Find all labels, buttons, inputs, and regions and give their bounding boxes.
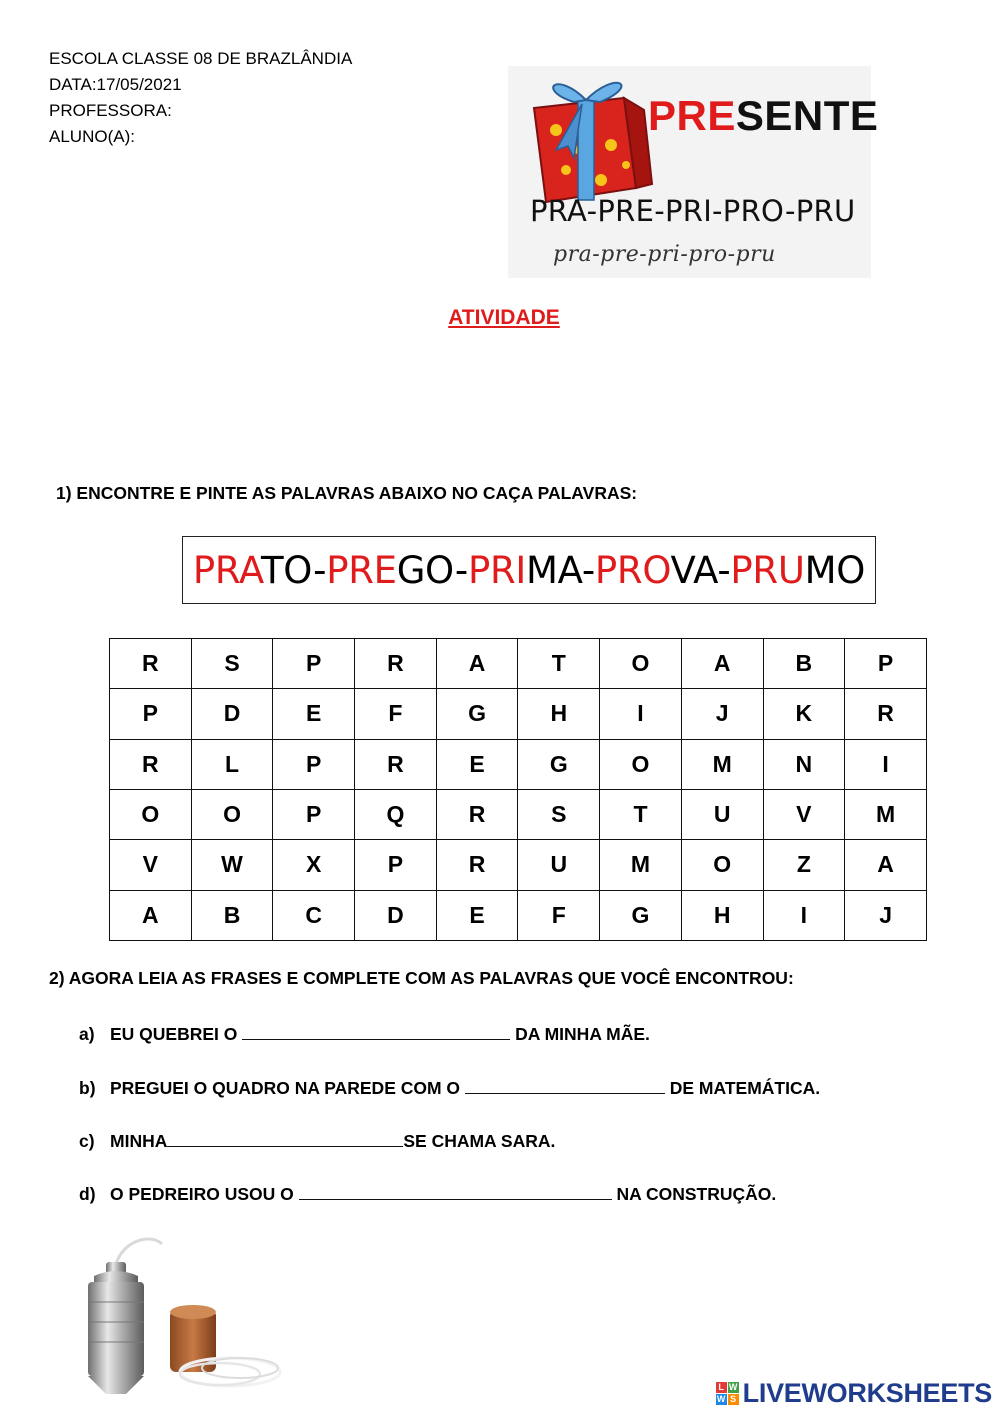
grid-cell[interactable]: O bbox=[600, 639, 682, 689]
grid-cell[interactable]: P bbox=[845, 639, 927, 689]
grid-cell[interactable]: J bbox=[681, 689, 763, 739]
grid-cell[interactable]: P bbox=[273, 789, 355, 839]
grid-cell[interactable]: F bbox=[518, 890, 600, 940]
grid-cell[interactable]: P bbox=[110, 689, 192, 739]
grid-cell[interactable]: W bbox=[191, 840, 273, 890]
teacher-line: PROFESSORA: bbox=[49, 101, 172, 120]
grid-cell[interactable]: G bbox=[436, 689, 518, 739]
gift-box-illustration bbox=[516, 70, 656, 210]
grid-cell[interactable]: R bbox=[355, 639, 437, 689]
grid-cell[interactable]: R bbox=[355, 739, 437, 789]
grid-cell[interactable]: D bbox=[191, 689, 273, 739]
grid-cell[interactable]: A bbox=[681, 639, 763, 689]
logo-syllables-cursive: pra-pre-pri-pro-pru bbox=[553, 242, 776, 267]
plumb-bob-illustration bbox=[80, 1232, 305, 1402]
grid-cell[interactable]: T bbox=[518, 639, 600, 689]
grid-cell[interactable]: N bbox=[763, 739, 845, 789]
sentence-c: c) MINHA SE CHAMA SARA. bbox=[79, 1128, 555, 1152]
date-line: DATA:17/05/2021 bbox=[49, 75, 182, 94]
grid-cell[interactable]: O bbox=[681, 840, 763, 890]
grid-cell[interactable]: D bbox=[355, 890, 437, 940]
grid-cell[interactable]: P bbox=[273, 739, 355, 789]
word-list-box bbox=[182, 536, 876, 604]
grid-cell[interactable]: B bbox=[763, 639, 845, 689]
liveworksheets-brand bbox=[716, 1378, 992, 1409]
grid-cell[interactable]: H bbox=[681, 890, 763, 940]
grid-cell[interactable]: G bbox=[600, 890, 682, 940]
word-list: PRATO-PREGO-PRIMA-PROVA-PRUMO bbox=[192, 548, 866, 592]
sentence-d: d) O PEDREIRO USOU O NA CONSTRUÇÃO. bbox=[79, 1181, 776, 1205]
student-line: ALUNO(A): bbox=[49, 127, 135, 146]
grid-cell[interactable]: C bbox=[273, 890, 355, 940]
school-name: ESCOLA CLASSE 08 DE BRAZLÂNDIA bbox=[49, 49, 353, 68]
grid-cell[interactable]: M bbox=[600, 840, 682, 890]
question-1: 1) ENCONTRE E PINTE AS PALAVRAS ABAIXO NO CAÇA PALAVRAS: bbox=[56, 483, 638, 503]
grid-cell[interactable]: U bbox=[681, 789, 763, 839]
grid-cell[interactable]: R bbox=[110, 639, 192, 689]
grid-cell[interactable]: A bbox=[436, 639, 518, 689]
liveworksheets-text: LIVEWORKSHEETS bbox=[742, 1378, 992, 1408]
answer-blank-a[interactable] bbox=[242, 1021, 510, 1040]
answer-blank-b[interactable] bbox=[465, 1075, 665, 1094]
grid-cell[interactable]: P bbox=[273, 639, 355, 689]
liveworksheets-logo-icon: L W W S bbox=[716, 1382, 738, 1404]
grid-cell[interactable]: K bbox=[763, 689, 845, 739]
word-search-grid bbox=[109, 638, 927, 941]
grid-cell[interactable]: S bbox=[518, 789, 600, 839]
grid-cell[interactable]: Q bbox=[355, 789, 437, 839]
grid-cell[interactable]: I bbox=[763, 890, 845, 940]
answer-blank-c[interactable] bbox=[167, 1128, 403, 1147]
grid-cell[interactable]: T bbox=[600, 789, 682, 839]
grid-cell[interactable]: Z bbox=[763, 840, 845, 890]
grid-cell[interactable]: S bbox=[191, 639, 273, 689]
grid-cell[interactable]: R bbox=[436, 840, 518, 890]
grid-cell[interactable]: G bbox=[518, 739, 600, 789]
grid-cell[interactable]: I bbox=[845, 739, 927, 789]
grid-cell[interactable]: A bbox=[110, 890, 192, 940]
grid-cell[interactable]: I bbox=[600, 689, 682, 739]
grid-cell[interactable]: O bbox=[600, 739, 682, 789]
grid-cell[interactable]: E bbox=[436, 890, 518, 940]
grid-cell[interactable]: U bbox=[518, 840, 600, 890]
grid-cell[interactable]: P bbox=[355, 840, 437, 890]
grid-cell[interactable]: V bbox=[763, 789, 845, 839]
grid-cell[interactable]: M bbox=[681, 739, 763, 789]
logo-word: PRESENTE bbox=[648, 92, 879, 139]
grid-cell[interactable]: B bbox=[191, 890, 273, 940]
grid-cell[interactable]: M bbox=[845, 789, 927, 839]
grid-cell[interactable]: X bbox=[273, 840, 355, 890]
question-2: 2) AGORA LEIA AS FRASES E COMPLETE COM AS PALAVRAS QUE VOCÊ ENCONTROU: bbox=[49, 968, 794, 988]
grid-cell[interactable]: O bbox=[110, 789, 192, 839]
grid-cell[interactable]: E bbox=[436, 739, 518, 789]
grid-cell[interactable]: R bbox=[845, 689, 927, 739]
grid-cell[interactable]: F bbox=[355, 689, 437, 739]
grid-cell[interactable]: V bbox=[110, 840, 192, 890]
sentence-a: a) EU QUEBREI O DA MINHA MÃE. bbox=[79, 1021, 650, 1045]
grid-cell[interactable]: L bbox=[191, 739, 273, 789]
answer-blank-d[interactable] bbox=[299, 1181, 612, 1200]
grid-cell[interactable]: H bbox=[518, 689, 600, 739]
logo-syllables: PRA-PRE-PRI-PRO-PRU bbox=[530, 194, 856, 228]
presente-logo bbox=[508, 66, 879, 278]
grid-cell[interactable]: R bbox=[110, 739, 192, 789]
grid-cell[interactable]: O bbox=[191, 789, 273, 839]
grid-cell[interactable]: J bbox=[845, 890, 927, 940]
grid-cell[interactable]: R bbox=[436, 789, 518, 839]
sentence-b: b) PREGUEI O QUADRO NA PAREDE COM O DE MATEMÁTICA. bbox=[79, 1075, 820, 1099]
grid-cell[interactable]: E bbox=[273, 689, 355, 739]
grid-cell[interactable]: A bbox=[845, 840, 927, 890]
page-title: ATIVIDADE bbox=[448, 306, 560, 329]
